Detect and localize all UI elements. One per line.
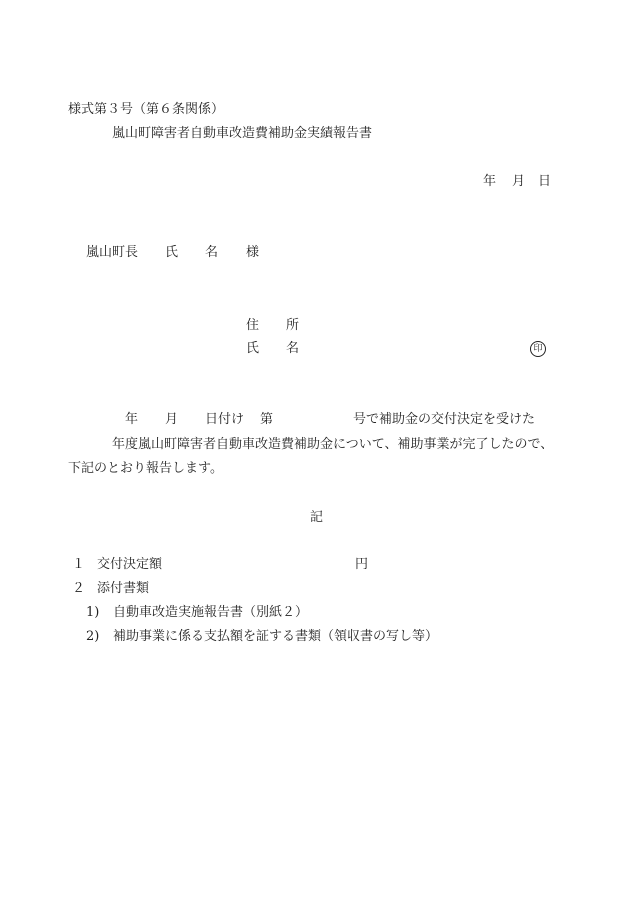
- body-decision: 号で補助金の交付決定を受けた: [353, 412, 536, 427]
- item-2-label: 添付書類: [97, 581, 150, 596]
- body-line-2: 年度嵐山町障害者自動車改造費補助金について、補助事業が完了したので、: [112, 437, 554, 452]
- item-2-number: ２: [72, 581, 86, 596]
- addressee-shi: 氏: [165, 245, 179, 260]
- item-1-number: １: [72, 557, 86, 572]
- name-label-2: 名: [286, 341, 300, 356]
- addressee-sama: 様: [246, 245, 260, 260]
- form-number: 様式第３号（第６条関係）: [68, 102, 225, 117]
- addressee-mayor: 嵐山町長: [86, 245, 139, 260]
- name-label-1: 氏: [246, 341, 260, 356]
- body-line-3: 下記のとおり報告します。: [68, 461, 223, 476]
- date-year: 年: [483, 174, 497, 189]
- document-title: 嵐山町障害者自動車改造費補助金実績報告書: [112, 126, 373, 141]
- ki-heading: 記: [310, 510, 324, 525]
- body-year: 年: [125, 412, 139, 427]
- address-label-1: 住: [246, 318, 260, 333]
- body-month: 月: [165, 412, 179, 427]
- body-dated: 日付け: [205, 412, 245, 427]
- addressee-mei: 名: [205, 245, 219, 260]
- seal-mark: 印: [530, 341, 546, 357]
- sub-item-1-number: 1): [86, 605, 100, 620]
- address-label-2: 所: [286, 318, 300, 333]
- item-1-unit: 円: [355, 557, 369, 572]
- sub-item-1-text: 自動車改造実施報告書（別紙２）: [113, 605, 309, 620]
- body-dai: 第: [260, 412, 274, 427]
- date-month: 月: [512, 174, 526, 189]
- date-day: 日: [538, 174, 552, 189]
- item-1-label: 交付決定額: [97, 557, 163, 572]
- sub-item-2-text: 補助事業に係る支払額を証する書類（領収書の写し等）: [113, 629, 439, 644]
- sub-item-2-number: 2): [86, 629, 100, 644]
